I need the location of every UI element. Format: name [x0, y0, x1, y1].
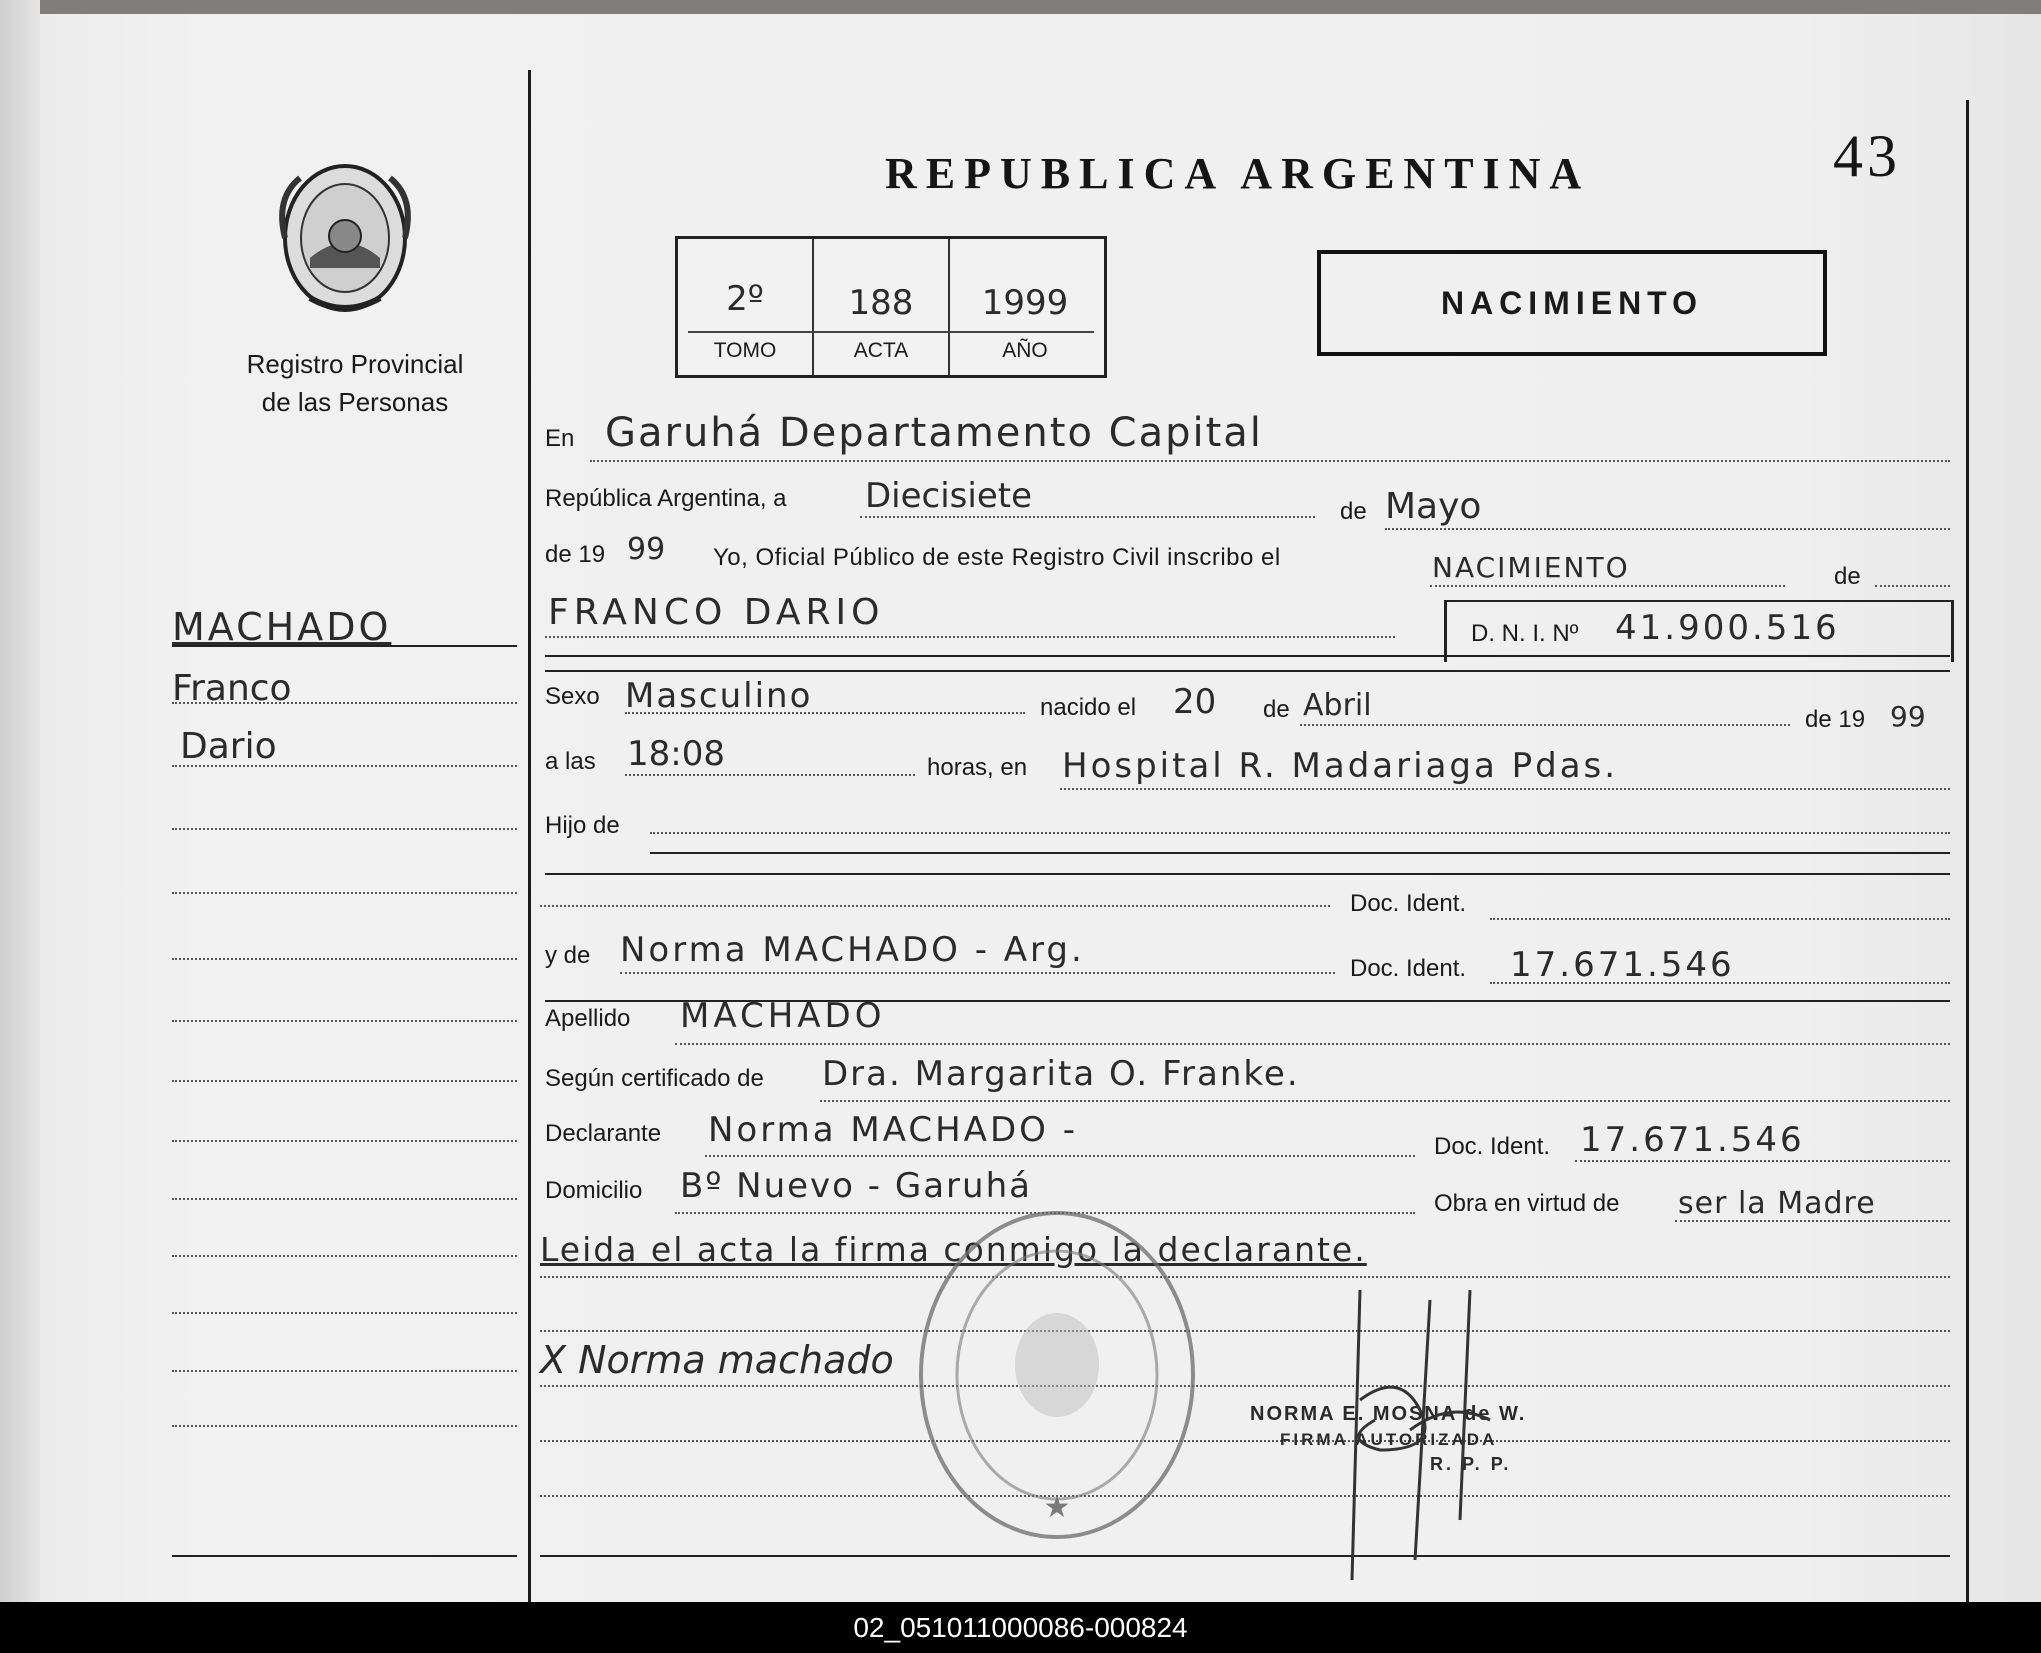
- month-value: Mayo: [1385, 486, 1482, 527]
- domicilio-value: Bº Nuevo - Garuhá: [680, 1166, 1032, 1206]
- day-value: Diecisiete: [865, 476, 1033, 516]
- declarante-label: Declarante: [545, 1120, 662, 1147]
- birth-place: Hospital R. Madariaga Pdas.: [1062, 746, 1619, 786]
- mother-name: Norma MACHADO - Arg.: [620, 930, 1085, 970]
- act-type-label: NACIMIENTO: [1440, 284, 1704, 321]
- left-column-divider: [528, 70, 531, 1602]
- ano-value: 1999: [981, 283, 1069, 323]
- birth-year: 99: [1890, 700, 1926, 733]
- signature-scribble-icon: [1320, 1280, 1500, 1602]
- oval-stamp-icon: [915, 1205, 1200, 1545]
- declarant-signature: X Norma machado: [540, 1338, 894, 1382]
- dni-box: [1444, 600, 1954, 662]
- obra-label: Obra en virtud de: [1434, 1190, 1620, 1217]
- domicilio-label: Domicilio: [545, 1177, 643, 1204]
- margin-name2: Dario: [180, 726, 277, 767]
- apellido-value: MACHADO: [680, 996, 886, 1036]
- tomo-label: TOMO: [713, 339, 777, 362]
- dni-label: D. N. I. Nº: [1471, 620, 1579, 647]
- registry-name: [210, 345, 500, 421]
- a-las-label: a las: [545, 748, 596, 775]
- margin-name1: Franco: [172, 668, 292, 709]
- official-name: NORMA E. MOSNA de W.: [1250, 1403, 1527, 1425]
- official-signature: [1320, 1280, 1500, 1602]
- birth-month: Abril: [1303, 688, 1372, 723]
- right-border: [1966, 100, 1969, 1602]
- de2-label: de: [1834, 563, 1861, 590]
- registry-line2: de las Personas: [261, 387, 449, 417]
- birth-time: 18:08: [627, 734, 725, 774]
- horas-label: horas, en: [927, 754, 1028, 781]
- apellido-label: Apellido: [545, 1005, 631, 1032]
- year-prefix: de 19: [545, 541, 606, 568]
- birth-day: 20: [1173, 682, 1217, 722]
- de3-label: de: [1263, 696, 1290, 723]
- obra-value: ser la Madre: [1678, 1186, 1876, 1221]
- en-label: En: [545, 425, 575, 452]
- de-label: de: [1340, 498, 1367, 525]
- y-de-label: y de: [545, 942, 591, 969]
- inscribo-value: NACIMIENTO: [1432, 551, 1630, 584]
- doc-ident3-label: Doc. Ident.: [1434, 1133, 1551, 1160]
- registry-line1: Registro Provincial: [246, 349, 464, 379]
- page-title: REPUBLICA ARGENTINA: [885, 149, 1591, 198]
- file-id: 02_051011000086-000824: [0, 1602, 2041, 1653]
- acta-label: ACTA: [853, 339, 909, 362]
- province-seal: [270, 158, 420, 318]
- de19-label: de 19: [1805, 706, 1866, 733]
- leida-text: Leida el acta la firma conmigo la declarante.: [540, 1230, 1367, 1269]
- reference-box: [675, 236, 1107, 378]
- registry-stamp: [915, 1205, 1200, 1545]
- official-firma: FIRMA AUTORIZADA: [1280, 1430, 1498, 1449]
- declarante-value: Norma MACHADO -: [708, 1110, 1078, 1150]
- segun-label: Según certificado de: [545, 1065, 764, 1092]
- sexo-value: Masculino: [625, 676, 813, 716]
- mother-doc: 17.671.546: [1510, 945, 1735, 985]
- seal-icon: [270, 158, 420, 318]
- yo-text: Yo, Oficial Público de este Registro Civil inscribo el: [713, 544, 1281, 571]
- declarante-doc: 17.671.546: [1580, 1120, 1805, 1160]
- book-top-edge: [0, 0, 2041, 14]
- en-value: Garuhá Departamento Capital: [605, 410, 1263, 456]
- official-rpp: R. P. P.: [1430, 1454, 1512, 1474]
- child-name: FRANCO DARIO: [548, 592, 885, 633]
- year-value: 99: [627, 532, 666, 567]
- page-number: 43: [1833, 123, 1901, 189]
- republica-label: República Argentina, a: [545, 485, 787, 512]
- segun-value: Dra. Margarita O. Franke.: [822, 1054, 1300, 1094]
- svg-text:★: ★: [1043, 1490, 1071, 1525]
- sexo-label: Sexo: [545, 683, 600, 710]
- acta-value: 188: [848, 283, 914, 323]
- act-type-box: [1317, 250, 1827, 356]
- hijo-label: Hijo de: [545, 812, 620, 839]
- margin-surname: MACHADO: [172, 605, 392, 649]
- book-gutter: [0, 0, 40, 1602]
- doc-ident2-label: Doc. Ident.: [1350, 955, 1467, 982]
- ano-label: AÑO: [1002, 339, 1048, 362]
- dni-value: 41.900.516: [1615, 608, 1840, 648]
- doc-ident1-label: Doc. Ident.: [1350, 890, 1467, 917]
- tomo-value: 2º: [726, 279, 764, 319]
- nacido-label: nacido el: [1040, 694, 1137, 721]
